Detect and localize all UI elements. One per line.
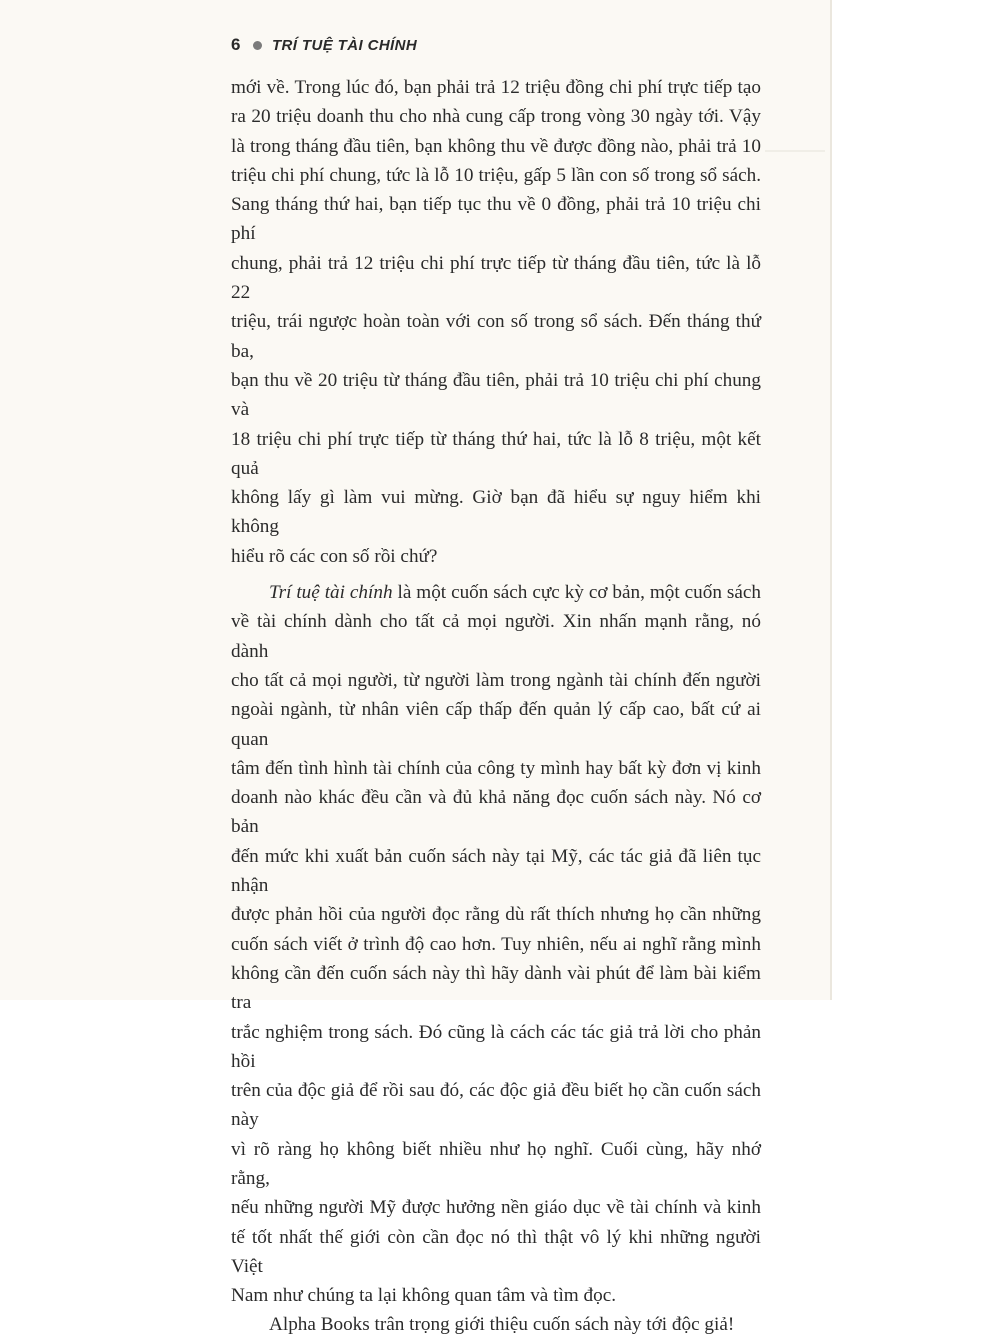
text-line: Sang tháng thứ hai, bạn tiếp tục thu về 0 đồng, phải trả 10 triệu chi phí: [231, 194, 761, 245]
text-line: triệu chi phí chung, tức là lỗ 10 triệu, gấp 5 lần con số trong sổ sách.: [231, 164, 761, 186]
text-line: trên của độc giả để rồi sau đó, các độc giả đều biết họ cần cuốn sách này: [231, 1080, 761, 1131]
text-line: bạn thu về 20 triệu từ tháng đầu tiên, phải trả 10 triệu chi phí chung và: [231, 369, 761, 421]
text-line: trắc nghiệm trong sách. Đó cũng là cách các tác giả trả lời cho phản hồi: [231, 1021, 761, 1072]
paragraph-2-first-line: [231, 578, 761, 607]
text-line: chung, phải trả 12 triệu chi phí trực tiếp từ tháng đầu tiên, tức là lỗ 22: [231, 252, 761, 304]
text-line: Nam như chúng ta lại không quan tâm và tìm đọc.: [231, 1285, 617, 1307]
text-line: được phản hồi của người đọc rằng dù rất thích nhưng họ cần những: [231, 904, 761, 926]
text-line: không lấy gì làm vui mừng. Giờ bạn đã hiểu sự nguy hiểm khi không: [231, 487, 761, 538]
text-line: ngoài ngành, từ nhân viên cấp thấp đến quản lý cấp cao, bất cứ ai quan: [231, 699, 761, 750]
body-text: [231, 73, 761, 1340]
text-line: không cần đến cuốn sách này thì hãy dành vài phút để làm bài kiểm tra: [231, 962, 761, 1014]
book-title-italic: Trí tuệ tài chính: [269, 582, 393, 604]
page-number: 6: [231, 35, 241, 54]
text-line: cho tất cả mọi người, từ người làm trong ngành tài chính đến người: [231, 669, 761, 691]
text-line: nếu những người Mỹ được hưởng nền giáo dục về tài chính và kinh: [231, 1197, 761, 1219]
text-line: mới về. Trong lúc đó, bạn phải trả 12 triệu đồng chi phí trực tiếp tạo: [231, 77, 761, 98]
text-line: cuốn sách viết ở trình độ cao hơn. Tuy nhiên, nếu ai nghĩ rằng mình: [231, 933, 761, 955]
page-edge: [830, 0, 832, 1000]
text-line: ra 20 triệu doanh thu cho nhà cung cấp trong vòng 30 ngày tới. Vậy: [231, 106, 761, 128]
text-fragment: là một cuốn sách cực kỳ cơ bản, một cuốn sách: [392, 582, 761, 604]
text-line: triệu, trái ngược hoàn toàn với con số trong sổ sách. Đến tháng thứ ba,: [231, 311, 761, 362]
text-line: vì rõ ràng họ không biết nhiều như họ nghĩ. Cuối cùng, hãy nhớ rằng,: [231, 1138, 761, 1189]
running-head-title: TRÍ TUỆ TÀI CHÍNH: [271, 36, 418, 54]
text-line: 18 triệu chi phí trực tiếp từ tháng thứ hai, tức là lỗ 8 triệu, một kết quả: [231, 428, 761, 479]
closing-line: Alpha Books trân trọng giới thiệu cuốn sách này tới độc giả!: [269, 1314, 735, 1336]
text-line: tế tốt nhất thế giới còn cần đọc nó thì thật vô lý khi những người Việt: [231, 1226, 761, 1277]
text-line: hiểu rõ các con số rồi chứ?: [231, 545, 438, 567]
text-line: về tài chính dành cho tất cả mọi người. Xin nhấn mạnh rằng, nó dành: [231, 611, 761, 662]
bullet-icon: [253, 41, 262, 50]
text-line: là trong tháng đầu tiên, bạn không thu về được đồng nào, phải trả 10: [231, 135, 761, 157]
text-line: đến mức khi xuất bản cuốn sách này tại Mỹ, các tác giả đã liên tục nhận: [231, 845, 761, 897]
text-line: tâm đến tình hình tài chính của công ty mình hay bất kỳ đơn vị kinh: [231, 757, 761, 779]
text-line: doanh nào khác đều cần và đủ khả năng đọc cuốn sách này. Nó cơ bản: [231, 787, 761, 838]
running-head: [231, 32, 417, 58]
